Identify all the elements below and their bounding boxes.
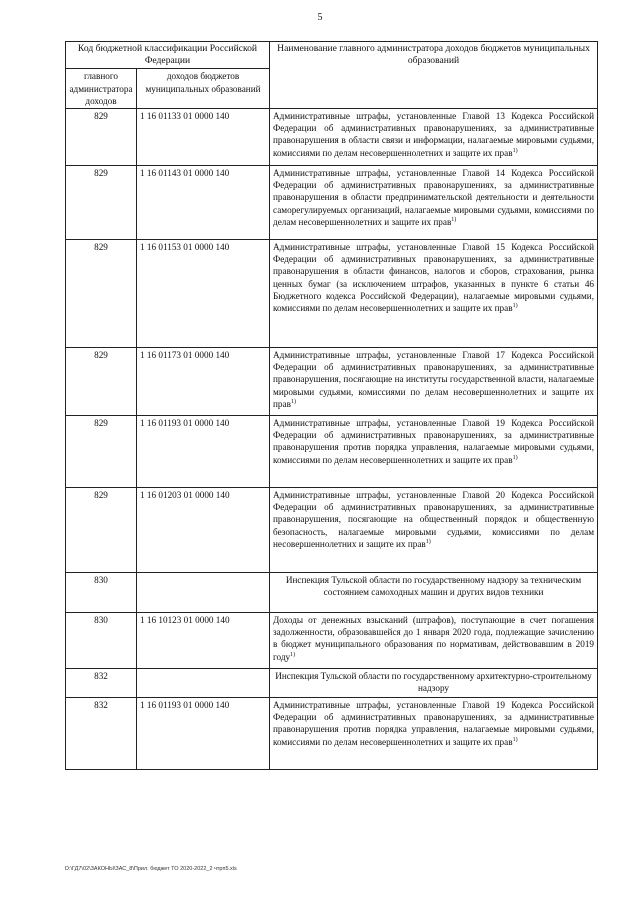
- description-cell: [270, 240, 598, 348]
- description-cell: [270, 488, 598, 573]
- empty-kbk-cell: [137, 573, 270, 613]
- table-row: [66, 240, 598, 348]
- agency-row: [66, 573, 598, 613]
- table-row: [66, 416, 598, 488]
- kbk-code-cell: 1 16 01193 01 0000 140: [137, 698, 270, 770]
- footnote-mark: 1): [451, 216, 457, 223]
- income-code-header: доходов бюджетов муниципальных образований: [137, 69, 270, 109]
- description-cell: [270, 613, 598, 669]
- description-text: Административные штрафы, установленные Главой 13 Кодекса Российской Федерации об административных правонарушениях, за административные правонарушения в области связи и информации, налагаемые мировыми судьями, комиссиями по делам несовершеннолетних и защите их прав: [273, 111, 595, 158]
- agency-name-cell: Инспекция Тульской области по государственному архитектурно-строительному надзору: [270, 669, 598, 698]
- description-text: Административные штрафы, установленные Главой 14 Кодекса Российской Федерации об административных правонарушениях, за административные правонарушения в области предпринимательской деятельности и деятельности саморегулируемых организаций, налагаемые мировыми судьями, комиссиями по делам несовершеннолетних и защите их прав: [273, 168, 595, 227]
- description-cell: [270, 109, 598, 166]
- admin-code-cell: 829: [66, 166, 137, 240]
- description-text: Административные штрафы, установленные Главой 19 Кодекса Российской Федерации об административных правонарушениях, за административные правонарушения против порядка управления, налагаемые мировыми судьями, комиссиями по делам несовершеннолетних и защите их прав: [273, 418, 595, 465]
- kbk-code-cell: 1 16 01203 01 0000 140: [137, 488, 270, 573]
- admin-code-cell: 832: [66, 698, 137, 770]
- description-text: Доходы от денежных взысканий (штрафов), поступающие в счет погашения задолженности, образовавшейся до 1 января 2020 года, подлежащие зачислению в бюджет муниципального образования по нормативам, действовавшим в 2019 году: [273, 615, 595, 662]
- admin-code-cell: 829: [66, 488, 137, 573]
- footnote-mark: 1): [425, 538, 431, 545]
- kbk-code-cell: 1 16 01153 01 0000 140: [137, 240, 270, 348]
- footnote-mark: 1): [512, 454, 518, 461]
- file-path-footer: D:\ГД7\02\ЗАКОНЫ\ЗАС_8\Прил. бюджет ТО 2020-2022_2 чтрп5.xls: [65, 866, 237, 872]
- table-row: [66, 166, 598, 240]
- table-row: [66, 348, 598, 416]
- kbk-code-cell: 1 16 01133 01 0000 140: [137, 109, 270, 166]
- admin-code-header: главного администратора доходов: [66, 69, 137, 109]
- admin-code-cell: 829: [66, 240, 137, 348]
- admin-code-cell: 829: [66, 416, 137, 488]
- admin-code-cell: 829: [66, 348, 137, 416]
- table-row: [66, 109, 598, 166]
- table-row: [66, 698, 598, 770]
- kbk-code-cell: 1 16 01143 01 0000 140: [137, 166, 270, 240]
- admin-code-cell: 830: [66, 613, 137, 669]
- kbk-code-cell: 1 16 01193 01 0000 140: [137, 416, 270, 488]
- description-cell: [270, 416, 598, 488]
- description-text: Административные штрафы, установленные Главой 20 Кодекса Российской Федерации об административных правонарушениях, за административные правонарушения, посягающие на общественный порядок и общественную безопасность, налагаемые мировыми судьями, комиссиями по делам несовершеннолетних и защите их прав: [273, 490, 595, 549]
- admin-name-header: Наименование главного администратора доходов бюджетов муниципальных образований: [270, 42, 598, 109]
- description-cell: [270, 698, 598, 770]
- description-text: Административные штрафы, установленные Главой 15 Кодекса Российской Федерации об административных правонарушениях, за административные правонарушения в области финансов, налогов и сборов, страхования, рынка ценных бумаг (за исключением штрафов, указанных в пункте 6 статьи 46 Бюджетного кодекса Российской Федерации), налагаемые мировыми судьями, комиссиями по делам несовершеннолетних и защите их прав: [273, 242, 595, 314]
- description-text: Административные штрафы, установленные Главой 19 Кодекса Российской Федерации об административных правонарушениях, за административные правонарушения против порядка управления, налагаемые мировыми судьями, комиссиями по делам несовершеннолетних и защите их прав: [273, 700, 595, 747]
- agency-row: [66, 669, 598, 698]
- empty-kbk-cell: [137, 669, 270, 698]
- kbk-code-cell: 1 16 01173 01 0000 140: [137, 348, 270, 416]
- admin-code-cell: 830: [66, 573, 137, 613]
- footnote-mark: 1): [512, 736, 518, 743]
- footnote-mark: 1): [512, 147, 518, 154]
- agency-name-cell: Инспекция Тульской области по государственному надзору за техническим состоянием самоходных машин и других видов техники: [270, 573, 598, 613]
- admin-code-cell: 829: [66, 109, 137, 166]
- footnote-mark: 1): [290, 651, 296, 658]
- description-cell: [270, 348, 598, 416]
- kbk-group-header: Код бюджетной классификации Российской Федерации: [66, 42, 270, 69]
- page-number: 5: [317, 12, 323, 23]
- revenue-administrators-table: [65, 41, 598, 770]
- description-text: Административные штрафы, установленные Главой 17 Кодекса Российской Федерации об административных правонарушениях, за административные правонарушения, посягающие на институты государственной власти, налагаемые мировыми судьями, комиссиями по делам несовершеннолетних и защите их прав: [273, 350, 595, 409]
- table-row: [66, 488, 598, 573]
- admin-code-cell: 832: [66, 669, 137, 698]
- description-cell: [270, 166, 598, 240]
- footnote-mark: 1): [512, 302, 518, 309]
- kbk-code-cell: 1 16 10123 01 0000 140: [137, 613, 270, 669]
- table-row: [66, 613, 598, 669]
- footnote-mark: 1): [290, 398, 296, 405]
